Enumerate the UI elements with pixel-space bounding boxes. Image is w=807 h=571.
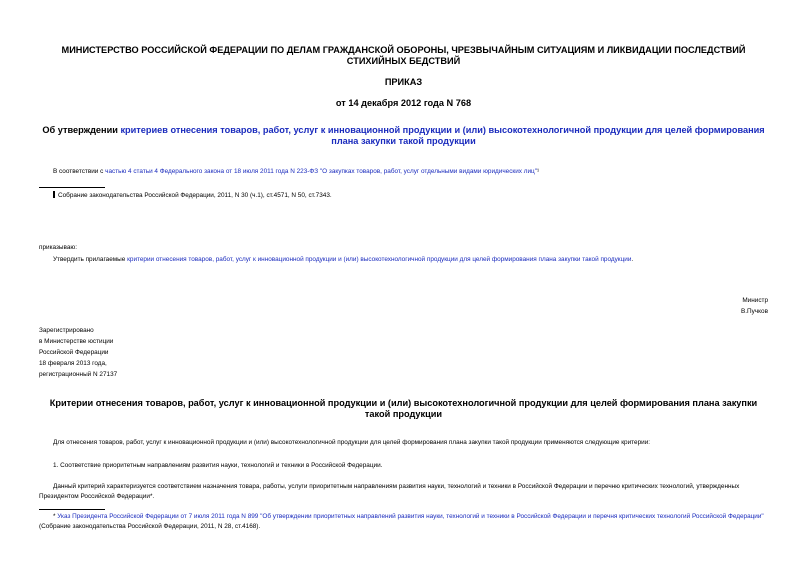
footnote-marker-icon bbox=[53, 191, 55, 198]
preamble-prefix: В соответствии с bbox=[53, 168, 106, 175]
criteria-item-1-description: Данный критерий характеризуется соответствием назначения товара, работы, услуги приоритетным направлениям развития науки, технологий и техники в Российской Федерации и перечню критических технологий, утвержденных Президентом Российской Федерации*. bbox=[39, 483, 740, 500]
footnote-1-text: Собрание законодательства Российской Федерации, 2011, N 30 (ч.1), ст.4571, N 50, ст.7343. bbox=[58, 192, 332, 199]
approve-suffix: . bbox=[631, 256, 634, 263]
registration-line: 18 февраля 2013 года, bbox=[39, 360, 107, 367]
title-prefix: Об утверждении bbox=[42, 125, 121, 135]
federal-law-223-link[interactable]: частью 4 статьи 4 Федерального закона от 18 июля 2011 года N 223-ФЗ "О закупках товаров, работ, услуг отдельными видами юридических лиц" bbox=[105, 168, 537, 175]
registration-line: регистрационный N 27137 bbox=[39, 371, 118, 378]
ministry-heading: МИНИСТЕРСТВО РОССИЙСКОЙ ФЕДЕРАЦИИ ПО ДЕЛАМ ГРАЖДАНСКОЙ ОБОРОНЫ, ЧРЕЗВЫЧАЙНЫМ СИТУАЦИЯМ И ЛИКВИДАЦИИ ПОСЛЕДСТВИЙ СТИХИЙНЫХ БЕДСТВИЙ bbox=[61, 45, 746, 66]
footnote-1 bbox=[53, 191, 332, 200]
title-link[interactable]: критериев отнесения товаров, работ, услуг к инновационной продукции и (или) высокотехнологичной продукции для целей формирования плана закупки такой продукции bbox=[120, 125, 765, 146]
president-decree-link[interactable]: Указ Президента Российской Федерации от 7 июля 2011 года N 899 "Об утверждении приоритетных направлений развития науки, технологий и техники в Российской Федерации и перечня критических технологий Российской Федерации" bbox=[57, 513, 764, 520]
registration-block bbox=[39, 326, 117, 381]
criteria-title: Критерии отнесения товаров, работ, услуг к инновационной продукции и (или) высокотехнологичной продукции для целей формирования плана закупки такой продукции bbox=[49, 398, 758, 419]
criteria-intro: Для отнесения товаров, работ, услуг к инновационной продукции и (или) высокотехнологичной продукции для целей формирования плана закупки такой продукции применяются следующие критерии: bbox=[53, 439, 651, 446]
registration-line: в Министерстве юстиции bbox=[39, 338, 114, 345]
order-word: приказываю: bbox=[39, 244, 77, 251]
signature-name: В.Пучков bbox=[741, 308, 768, 315]
preamble-paragraph bbox=[53, 167, 539, 176]
registration-line: Зарегистрировано bbox=[39, 327, 94, 334]
footnote-2-marker: * bbox=[53, 513, 58, 520]
approve-prefix: Утвердить прилагаемые bbox=[53, 256, 128, 263]
doc-type-heading: ПРИКАЗ bbox=[384, 77, 423, 87]
footnote-2-suffix: (Собрание законодательства Российской Федерации, 2011, N 28, ст.4168). bbox=[39, 523, 261, 530]
footnote-separator-2 bbox=[39, 509, 105, 510]
footnote-2 bbox=[39, 512, 769, 532]
footnote-separator-1 bbox=[39, 187, 105, 188]
document-title bbox=[40, 125, 767, 147]
criteria-link[interactable]: критерии отнесения товаров, работ, услуг к инновационной продукции и (или) высокотехнологичной продукции для целей формирования плана закупки такой продукции bbox=[127, 256, 632, 263]
registration-line: Российской Федерации bbox=[39, 349, 109, 356]
criteria-item-1: 1. Соответствие приоритетным направлениям развития науки, технологий и техники в Российской Федерации. bbox=[53, 462, 383, 469]
signature-position: Министр bbox=[742, 297, 768, 304]
footnote-ref-1: ¹ bbox=[536, 168, 540, 175]
approve-paragraph bbox=[53, 255, 633, 264]
date-number-heading: от 14 декабря 2012 года N 768 bbox=[335, 98, 472, 108]
